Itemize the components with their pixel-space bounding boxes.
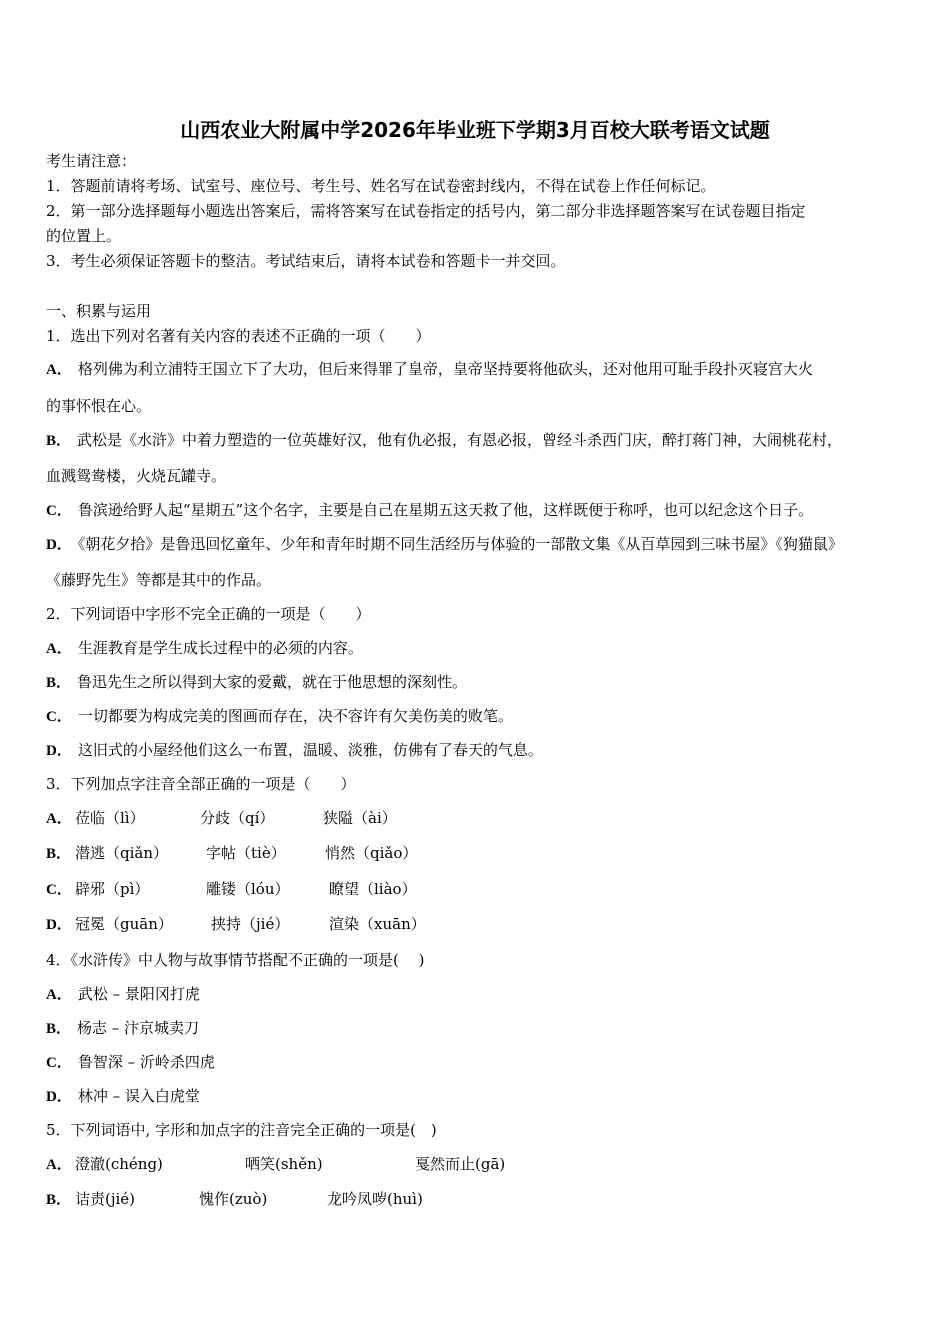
q5-option-b (46, 1190, 846, 1208)
section-heading: 一、积累与运用 (46, 302, 152, 320)
q1-option-a (46, 360, 813, 379)
q3-option-b (46, 844, 846, 862)
notice-heading: 考生请注意： (46, 152, 137, 170)
option-label: A． (46, 987, 72, 1003)
option-word: 哂笑(shěn) (245, 1155, 323, 1173)
option-word: 狭隘（ài） (323, 809, 397, 827)
q5-option-a (46, 1155, 846, 1173)
option-word: 字帖（tiè） (206, 844, 286, 862)
q1-option-d (46, 535, 843, 554)
q1-option-c (46, 501, 813, 520)
notice-item: 1．答题前请将考场、试室号、座位号、考生号、姓名写在试卷密封线内，不得在试卷上作任何标记。 (46, 177, 716, 195)
option-label: D． (46, 743, 72, 759)
notice-item: 的位置上。 (46, 227, 122, 245)
notice-item: 2．第一部分选择题每小题选出答案后，需将答案写在试卷指定的括号内，第二部分非选择题答案写在试卷题目指定 (46, 202, 806, 220)
option-text: 林冲 – 误入白虎堂 (77, 1087, 200, 1105)
option-text: 生涯教育是学生成长过程中的必须的内容。 (77, 639, 363, 657)
option-text: 武松 – 景阳冈打虎 (77, 985, 200, 1003)
q3-option-c (46, 880, 846, 898)
option-label: C． (46, 1055, 72, 1071)
option-label: A． (46, 811, 72, 827)
option-word: 戛然而止(gā) (415, 1155, 506, 1173)
option-label: D． (46, 537, 72, 553)
option-label: A． (46, 362, 72, 378)
page-title: 山西农业大附属中学2026年毕业班下学期3月百校大联考语文试题 (180, 118, 770, 142)
question-5-stem: 5．下列词语中, 字形和加点字的注音完全正确的一项是( ) (46, 1121, 437, 1139)
q1-option-a-cont: 的事怀恨在心。 (46, 397, 152, 415)
q4-option-c (46, 1053, 215, 1072)
q3-option-a (46, 809, 846, 827)
option-label: B． (46, 846, 72, 862)
option-word: 辟邪（pì） (75, 880, 150, 898)
option-text: 鲁滨逊给野人起“星期五”这个名字，主要是自己在星期五这天救了他，这样既便于称呼，也可以纪念这个日子。 (77, 501, 814, 519)
option-label: A． (46, 641, 72, 657)
option-label: C． (46, 709, 72, 725)
option-word: 雕镂（lóu） (206, 880, 290, 898)
q2-option-d (46, 741, 543, 760)
q4-option-b (46, 1019, 199, 1038)
q1-option-b (46, 431, 842, 450)
option-word: 莅临（lì） (75, 809, 145, 827)
q1-option-b-cont: 血溅鸳鸯楼，火烧瓦罐寺。 (46, 467, 227, 485)
option-text: 武松是《水浒》中着力塑造的一位英雄好汉，他有仇必报，有恩必报，曾经斗杀西门庆，醉打蒋门神，大闹桃花村， (77, 431, 843, 449)
option-label: A． (46, 1157, 72, 1173)
option-label: D． (46, 917, 72, 933)
option-label: B． (46, 433, 72, 449)
option-text: 《朝花夕拾》是鲁迅回忆童年、少年和青年时期不同生活经历与体验的一部散文集《从百草园到三味书屋》《狗猫鼠》 (77, 535, 843, 553)
option-label: B． (46, 1021, 72, 1037)
option-word: 冠冕（guān） (75, 915, 173, 933)
option-word: 澄澈(chéng) (75, 1155, 163, 1173)
q2-option-c (46, 707, 513, 726)
notice-item: 3．考生必须保证答题卡的整洁。考试结束后，请将本试卷和答题卡一并交回。 (46, 252, 566, 270)
question-3-stem: 3．下列加点字注音全部正确的一项是（ ） (46, 775, 356, 793)
option-label: B． (46, 1192, 72, 1208)
question-2-stem: 2．下列词语中字形不完全正确的一项是（ ） (46, 605, 371, 623)
q1-option-d-cont: 《藤野先生》等都是其中的作品。 (46, 571, 272, 589)
option-label: B． (46, 675, 72, 691)
q4-option-a (46, 985, 200, 1004)
option-text: 一切都要为构成完美的图画而存在，决不容许有欠美伤美的败笔。 (77, 707, 513, 725)
option-word: 挟持（jié） (211, 915, 290, 933)
option-word: 龙吟凤哕(huì) (327, 1190, 423, 1208)
option-word: 潜逃（qiǎn） (75, 844, 169, 862)
option-word: 愧作(zuò) (199, 1190, 268, 1208)
option-label: D． (46, 1089, 72, 1105)
option-label: C． (46, 503, 72, 519)
option-word: 瞭望（liào） (329, 880, 417, 898)
option-word: 悄然（qiǎo） (325, 844, 418, 862)
q3-option-d (46, 915, 846, 933)
option-text: 鲁智深 – 沂岭杀四虎 (77, 1053, 215, 1071)
option-word: 诘责(jié) (75, 1190, 136, 1208)
question-1-stem: 1．选出下列对名著有关内容的表述不正确的一项（ ） (46, 327, 431, 345)
option-word: 分歧（qí） (200, 809, 275, 827)
option-text: 鲁迅先生之所以得到大家的爱戴，就在于他思想的深刻性。 (77, 673, 468, 691)
option-label: C． (46, 882, 72, 898)
option-text: 杨志 – 汴京城卖刀 (77, 1019, 200, 1037)
q4-option-d (46, 1087, 200, 1106)
option-word: 渲染（xuān） (329, 915, 426, 933)
option-text: 格列佛为利立浦特王国立下了大功，但后来得罪了皇帝，皇帝坚持要将他砍头，还对他用可耻手段扑灭寝宫大火 (77, 360, 813, 378)
q2-option-b (46, 673, 467, 692)
option-text: 这旧式的小屋经他们这么一布置，温暖、淡雅，仿佛有了春天的气息。 (77, 741, 543, 759)
question-4-stem: 4．《水浒传》中人物与故事情节搭配不正确的一项是( ) (46, 951, 425, 969)
q2-option-a (46, 639, 363, 658)
